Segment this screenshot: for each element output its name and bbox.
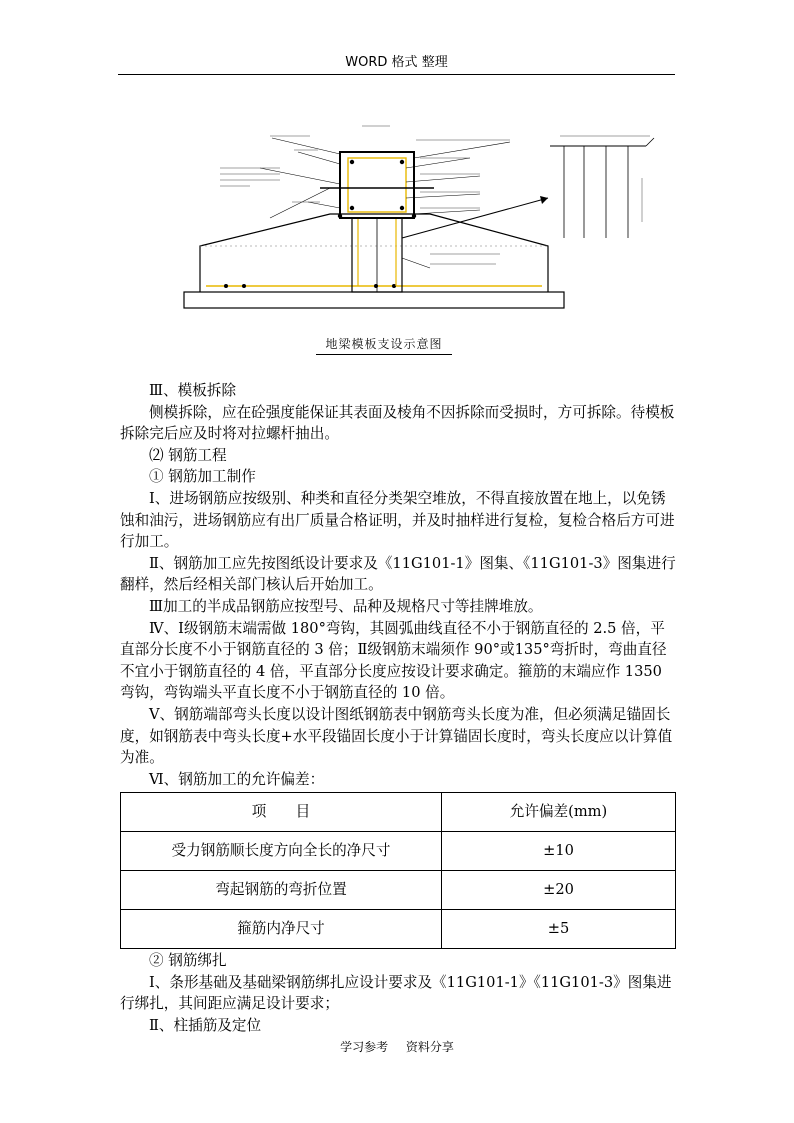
figure-caption: 地梁模板支设示意图 — [316, 334, 452, 355]
paragraph: Ⅲ、模板拆除 — [149, 382, 237, 399]
table-header: 项 目 — [121, 793, 442, 832]
table-header: 允许偏差(mm) — [442, 793, 676, 832]
table-row — [121, 832, 676, 871]
table-cell: 弯起钢筋的弯折位置 — [121, 871, 442, 910]
deviation-table — [120, 792, 676, 949]
paragraph: 侧模拆除，应在砼强度能保证其表面及棱角不因拆除而受损时，方可拆除。待模板拆除完后应及时将对拉螺杆抽出。 — [120, 403, 675, 443]
table-row — [121, 871, 676, 910]
paragraph: Ⅰ、进场钢筋应按级别、种类和直径分类架空堆放，不得直接放置在地上，以免锈蚀和油污，进场钢筋应有出厂质量合格证明，并及时抽样进行复检，复检合格后方可进行加工。 — [120, 489, 675, 551]
paragraph: Ⅰ、条形基础及基础梁钢筋绑扎应设计要求及《11G101-1》《11G101-3》图集进行绑扎，其间距应满足设计要求； — [120, 973, 672, 1013]
paragraph: Ⅴ、钢筋端部弯头长度以设计图纸钢筋表中钢筋弯头长度为准，但必须满足锚固长度，如钢筋表中弯头长度+水平段锚固长度小于计算锚固长度时，弯头长度应以计算值为准。 — [120, 705, 673, 767]
table-cell: 箍筋内净尺寸 — [121, 910, 442, 949]
paragraph: Ⅲ加工的半成品钢筋应按型号、品种及规格尺寸等挂牌堆放。 — [149, 597, 543, 615]
paragraph: ① 钢筋加工制作 — [149, 468, 256, 486]
document-body — [120, 380, 676, 1037]
table-cell: ±5 — [442, 910, 676, 949]
table-row — [121, 910, 676, 949]
paragraph: Ⅱ、钢筋加工应先按图纸设计要求及《11G101-1》图集、《11G101-3》图集进行翻样，然后经相关部门核认后开始加工。 — [120, 554, 676, 594]
formwork-diagram — [180, 118, 660, 318]
paragraph: Ⅳ、Ⅰ级钢筋末端需做 180°弯钩，其圆弧曲线直径不小于钢筋直径的 2.5 倍，平直部分长度不小于钢筋直径的 3 倍；Ⅱ级钢筋末端须作 90°或135°弯折时，弯曲直径不宜小于钢筋直径的 4 倍，平直部分长度应按设计要求确定。箍筋的末端应作 1350 弯钩，弯钩端头平直长度不小于钢筋直径的 10 倍。 — [120, 619, 667, 702]
page-header: WORD 格式 整理 — [118, 52, 675, 75]
table-header-row — [121, 793, 676, 832]
paragraph: ⑵ 钢筋工程 — [149, 446, 227, 464]
table-cell: 受力钢筋顺长度方向全长的净尺寸 — [121, 832, 442, 871]
table-cell: ±10 — [442, 832, 676, 871]
paragraph: Ⅱ、柱插筋及定位 — [149, 1017, 262, 1035]
table-cell: ±20 — [442, 871, 676, 910]
paragraph: Ⅵ、钢筋加工的允许偏差： — [149, 770, 325, 788]
paragraph: ② 钢筋绑扎 — [149, 952, 227, 970]
page-footer: 学习参考 资料分享 — [340, 1040, 454, 1054]
